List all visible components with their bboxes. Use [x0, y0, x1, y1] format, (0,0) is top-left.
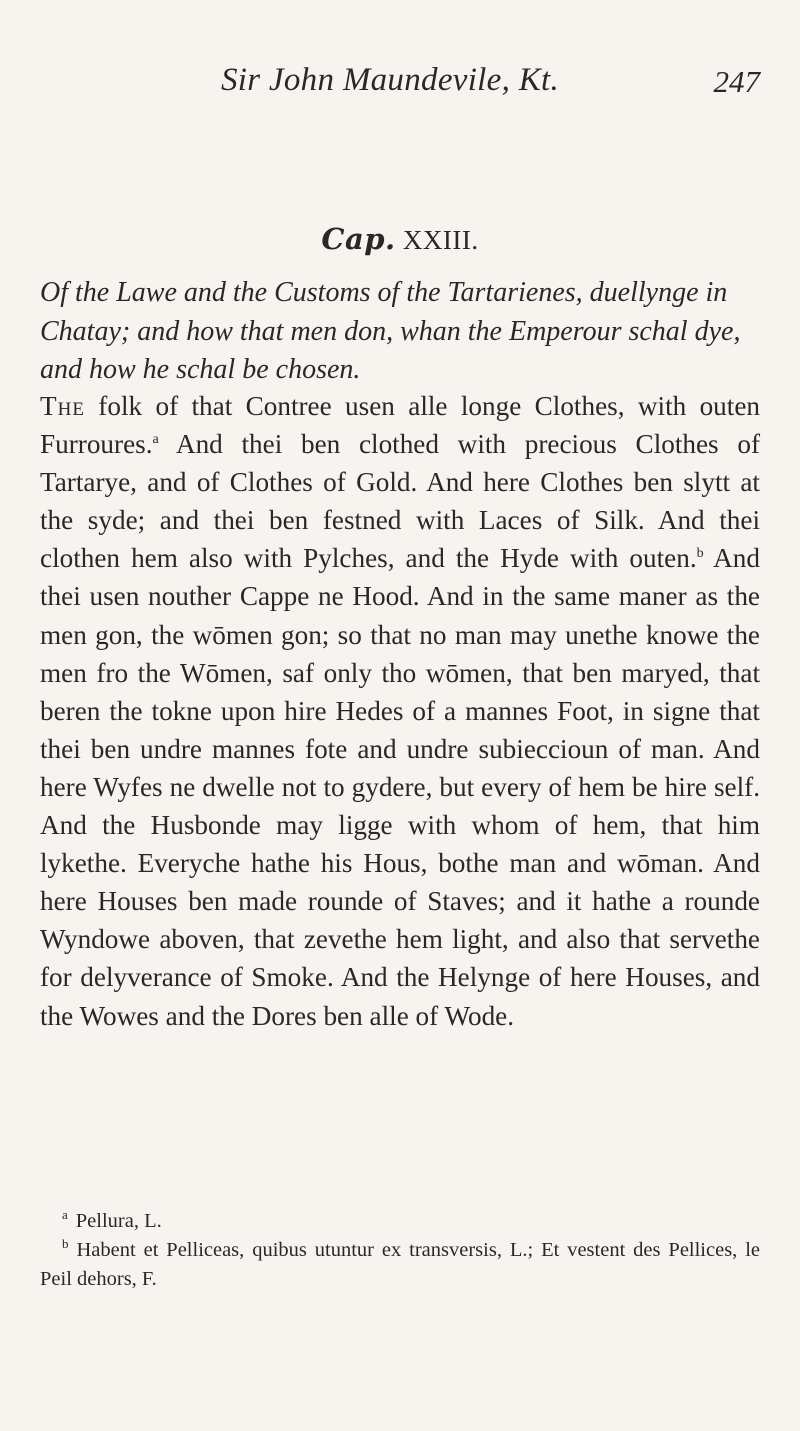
chapter-heading: [0, 222, 800, 256]
page-number: 247: [713, 64, 760, 99]
running-title: Sir John Maundevile, Kt.: [220, 62, 560, 98]
chapter-label: Cap.: [321, 222, 396, 256]
initial-word: The: [40, 391, 85, 421]
footnote-text: Pellura, L.: [75, 1210, 162, 1232]
footnote-ref-b: b: [696, 546, 704, 562]
footnotes: [40, 1207, 760, 1294]
chapter-subtitle: Of the Lawe and the Customs of the Tartarienes, duellynge in Chatay; and how that men don, whan the Emperour schal dye, and how he schal be chosen.: [40, 277, 741, 385]
body-text-part-3: And thei usen nouther Cappe ne Hood. And in the same maner as the men gon, the wōmen gon; so that no man may unethe knowe the men fro the Wōmen, saf only tho wōmen, that ben maryed, that beren the tokne upon hire Hedes of a mannes Foot, in signe that thei ben undre mannes fote and undre subieccioun of man. And here Wyfes ne dwelle not to gydere, but every of hem be hire self. And the Husbonde may ligge with whom of hem, that him lykethe. Everyche hathe his Hous, bothe man and wōman. And here Houses ben made rounde of Staves; and it hathe a rounde Wyndowe aboven, that zevethe hem light, and also that servethe for delyverance of Smoke. And the Helynge of here Houses, and the Wowes and the Dores ben alle of Wode.: [40, 543, 760, 1031]
footnote-mark: a: [62, 1207, 68, 1223]
footnote-a: [40, 1207, 760, 1236]
chapter-number: XXIII.: [402, 225, 479, 255]
footnote-b: [40, 1236, 760, 1294]
footnote-text: Habent et Pelliceas, quibus utuntur ex transversis, L.; Et vestent des Pellices, le Peil dehors, F.: [40, 1239, 760, 1290]
footnote-ref-a: a: [152, 432, 159, 448]
body-text-part-2: And thei ben clothed with precious Clothes of Tartarye, and of Clothes of Gold. And here Clothes ben slytt at the syde; and thei ben festned with Laces of Silk. And thei clothen hem also with Pylches, and the Hyde with outen.: [40, 429, 760, 574]
body-paragraph: [40, 387, 760, 1035]
body-text-part-1: folk of that Contree usen alle longe Clothes, with outen Furroures.: [40, 391, 760, 460]
footnote-mark: b: [62, 1236, 69, 1252]
page-header: [40, 62, 760, 112]
